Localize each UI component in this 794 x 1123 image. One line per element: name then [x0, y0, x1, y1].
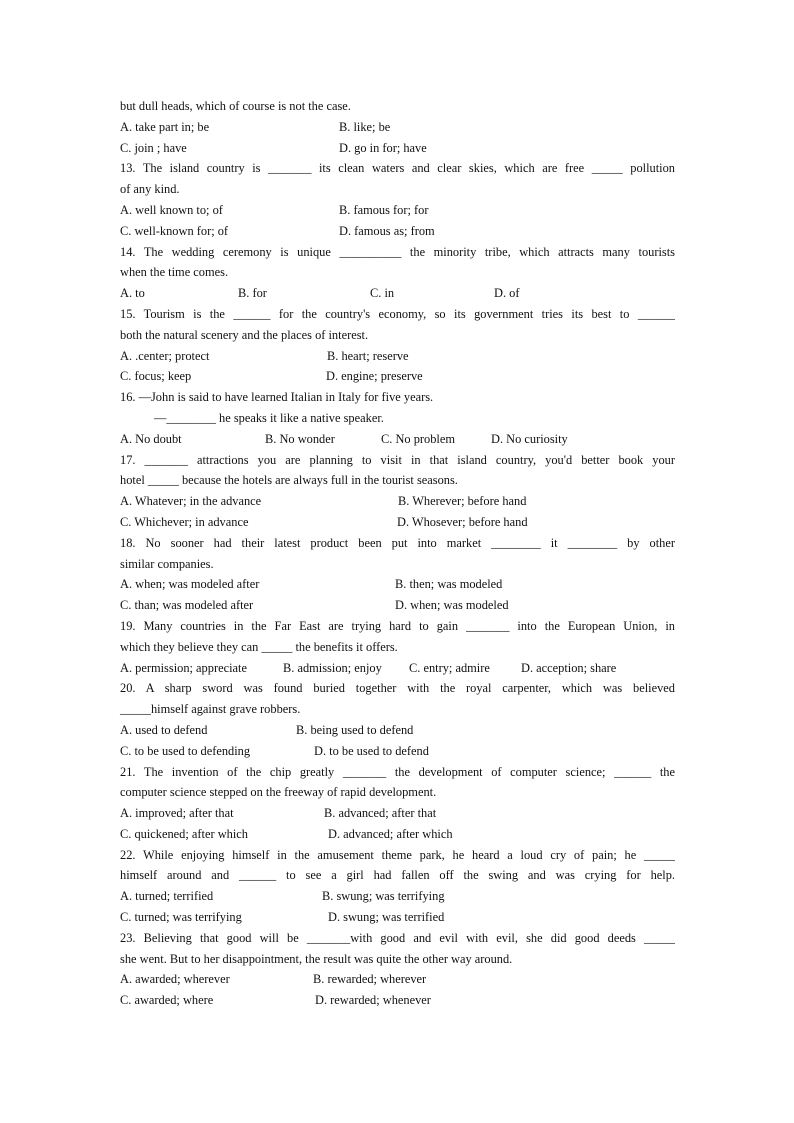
q17-options-row2 — [120, 512, 675, 533]
q15-stem-cont: both the natural scenery and the places of interest. — [120, 327, 369, 342]
q17-stem: 17. _______ attractions you are planning to visit in that island country, you'd better book your — [120, 452, 675, 467]
q23-option-a: A. awarded; wherever — [120, 972, 230, 987]
q20-option-c: C. to be used to defending — [120, 743, 251, 758]
q21-options-row1 — [120, 803, 675, 824]
q22-stem-cont: himself around and ______ to see a girl had fallen off the swing and was crying for help. — [120, 868, 675, 883]
q17-options-row1 — [120, 491, 675, 512]
q16-stem-cont: —________ he speaks it like a native speaker. — [154, 410, 384, 425]
q20-options-row2 — [120, 741, 675, 762]
q15-options-row2 — [120, 366, 675, 387]
q23-stem-cont: she went. But to her disappointment, the result was quite the other way around. — [120, 951, 513, 966]
q18-options-row1 — [120, 574, 675, 595]
q21-stem: 21. The invention of the chip greatly _______ the development of computer science; ______ the — [120, 764, 675, 779]
q23-stem: 23. Believing that good will be _______with good and evil with evil, she did good deeds _____ — [120, 930, 675, 945]
q22-option-d: D. swung; was terrified — [328, 910, 445, 925]
q21-option-b: B. advanced; after that — [324, 806, 437, 821]
q21-stem-cont: computer science stepped on the freeway of rapid development. — [120, 785, 437, 800]
q14-option-d: D. of — [494, 286, 520, 301]
q15-stem: 15. Tourism is the ______ for the country's economy, so its government tries its best to ______ — [120, 306, 675, 321]
q21-option-c: C. quickened; after which — [120, 826, 248, 841]
q23-options-row1 — [120, 969, 675, 990]
q13-option-b: B. famous for; for — [339, 202, 429, 217]
document-page — [120, 96, 675, 1011]
q13-stem: 13. The island country is _______ its clean waters and clear skies, which are free _____ pollution — [120, 161, 675, 176]
q18-option-c: C. than; was modeled after — [120, 598, 254, 613]
q20-option-a: A. used to defend — [120, 722, 208, 737]
q22-options-row2 — [120, 907, 675, 928]
q19-option-d: D. acception; share — [521, 660, 617, 675]
q16-stem: 16. —John is said to have learned Italian in Italy for five years. — [120, 390, 434, 405]
q19-option-b: B. admission; enjoy — [283, 660, 382, 675]
q17-option-b: B. Wherever; before hand — [398, 494, 527, 509]
q20-stem-cont: _____himself against grave robbers. — [120, 702, 301, 717]
q17-option-a: A. Whatever; in the advance — [120, 494, 262, 509]
q20-option-b: B. being used to defend — [296, 722, 414, 737]
q17-option-c: C. Whichever; in advance — [120, 514, 249, 529]
q23-option-d: D. rewarded; whenever — [315, 993, 431, 1008]
q22-option-c: C. turned; was terrifying — [120, 910, 242, 925]
q14-options-row — [120, 283, 675, 304]
q15-option-c: C. focus; keep — [120, 369, 192, 384]
q21-option-d: D. advanced; after which — [328, 826, 453, 841]
q19-option-c: C. entry; admire — [409, 660, 490, 675]
q21-options-row2 — [120, 824, 675, 845]
q18-option-b: B. then; was modeled — [395, 577, 503, 592]
q12-options-row2 — [120, 138, 675, 159]
q19-stem-cont: which they believe they can _____ the benefits it offers. — [120, 639, 398, 654]
q17-stem-cont: hotel _____ because the hotels are always full in the tourist seasons. — [120, 473, 458, 488]
q19-options-row — [120, 658, 675, 679]
q16-option-a: A. No doubt — [120, 431, 182, 446]
q22-stem: 22. While enjoying himself in the amusement theme park, he heard a loud cry of pain; he _____ — [120, 847, 675, 862]
q16-option-c: C. No problem — [381, 431, 455, 446]
q12-option-c: C. join ; have — [120, 140, 187, 155]
q18-stem-cont: similar companies. — [120, 556, 214, 571]
q13-options-row1 — [120, 200, 675, 221]
text-line: but dull heads, which of course is not the case. — [120, 99, 351, 113]
q18-option-a: A. when; was modeled after — [120, 577, 260, 592]
q12-options-row1 — [120, 117, 675, 138]
q13-option-c: C. well-known for; of — [120, 223, 229, 238]
q14-option-b: B. for — [238, 286, 267, 301]
q15-options-row1 — [120, 346, 675, 367]
q15-option-b: B. heart; reserve — [327, 348, 409, 363]
q17-option-d: D. Whosever; before hand — [397, 514, 528, 529]
q12-option-a: A. take part in; be — [120, 119, 210, 134]
q18-stem: 18. No sooner had their latest product been put into market ________ it ________ by other — [120, 535, 675, 550]
q23-option-b: B. rewarded; wherever — [313, 972, 427, 987]
q14-stem: 14. The wedding ceremony is unique __________ the minority tribe, which attracts many tourists — [120, 244, 675, 259]
q23-options-row2 — [120, 990, 675, 1011]
q13-stem-cont: of any kind. — [120, 182, 180, 197]
q22-option-b: B. swung; was terrifying — [322, 889, 445, 904]
q14-stem-cont: when the time comes. — [120, 265, 229, 280]
q18-option-d: D. when; was modeled — [395, 598, 509, 613]
q18-options-row2 — [120, 595, 675, 616]
q15-option-d: D. engine; preserve — [326, 369, 423, 384]
q19-stem: 19. Many countries in the Far East are trying hard to gain _______ into the European Union, in — [120, 618, 675, 633]
q20-options-row1 — [120, 720, 675, 741]
q13-option-a: A. well known to; of — [120, 202, 223, 217]
q13-options-row2 — [120, 221, 675, 242]
q14-option-a: A. to — [120, 286, 145, 301]
q23-option-c: C. awarded; where — [120, 993, 214, 1008]
q20-stem: 20. A sharp sword was found buried together with the royal carpenter, which was believed — [120, 681, 675, 696]
q13-option-d: D. famous as; from — [339, 223, 435, 238]
q12-option-b: B. like; be — [339, 119, 391, 134]
q19-option-a: A. permission; appreciate — [120, 660, 247, 675]
q16-option-b: B. No wonder — [265, 431, 335, 446]
q16-option-d: D. No curiosity — [491, 431, 568, 446]
q22-options-row1 — [120, 886, 675, 907]
q15-option-a: A. .center; protect — [120, 348, 210, 363]
q22-option-a: A. turned; terrified — [120, 889, 214, 904]
q21-option-a: A. improved; after that — [120, 806, 234, 821]
q16-options-row — [120, 429, 675, 450]
q12-option-d: D. go in for; have — [339, 140, 427, 155]
q20-option-d: D. to be used to defend — [314, 743, 429, 758]
q14-option-c: C. in — [370, 286, 395, 301]
